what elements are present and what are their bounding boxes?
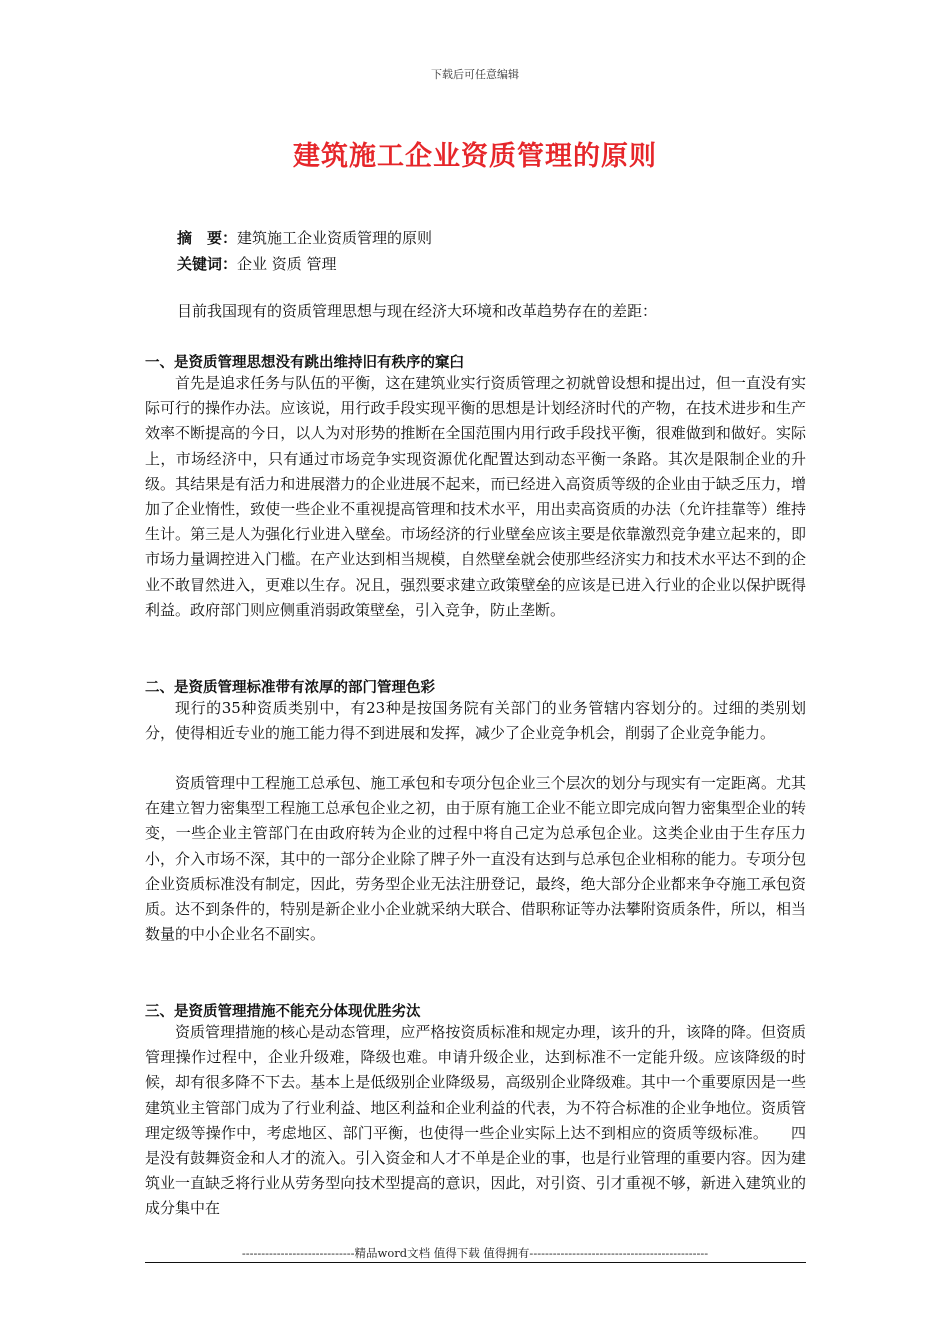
section-2-paragraph-1: 现行的35种资质类别中，有23种是按国务院有关部门的业务管辖内容划分的。过细的类别划分，使得相近专业的施工能力得不到进展和发挥，减少了企业竞争机会，削弱了企业竞争能力。 (145, 699, 806, 743)
keywords-line (177, 253, 337, 274)
header-note: 下载后可任意编辑 (431, 68, 519, 81)
keywords-label: 关键词： (177, 255, 238, 273)
intro-paragraph: 目前我国现有的资质管理思想与现在经济大环境和改革趋势存在的差距： (177, 302, 658, 320)
section-heading-1: 一、是资质管理思想没有跳出维持旧有秩序的窠臼 (145, 355, 464, 371)
abstract-line (177, 227, 432, 248)
abstract-label: 摘 要： (177, 229, 238, 247)
footer-divider (145, 1262, 806, 1263)
section-heading-3: 三、是资质管理措施不能充分体现优胜劣汰 (145, 1004, 421, 1020)
keywords-text: 企业 资质 管理 (237, 255, 337, 273)
document-title: 建筑施工企业资质管理的原则 (293, 141, 657, 172)
footer-note: -----------------------------精品word文档 值得下载 值得拥有---------------------------------------------- (241, 1246, 709, 1260)
section-1-paragraph-1: 首先是追求任务与队伍的平衡，这在建筑业实行资质管理之初就曾设想和提出过，但一直没有实际可行的操作办法。应该说，用行政手段实现平衡的思想是计划经济时代的产物，在技术进步和生产效率不断提高的今日，以人为对形势的推断在全国范围内用行政手段找平衡，很难做到和做好。实际上，市场经济中，只有通过市场竞争实现资源优化配置达到动态平衡一条路。其次是限制企业的升级。其结果是有活力和进展潜力的企业进展不起来，而已经进入高资质等级的企业由于缺乏压力，增加了企业惰性，致使一些企业不重视提高管理和技术水平，用出卖高资质的办法（允许挂靠等）维持生计。第三是人为强化行业进入壁垒。市场经济的行业壁垒应该主要是依靠激烈竞争建立起来的，即市场力量调控进入门槛。在产业达到相当规模，自然壁垒就会使那些经济实力和技术水平达不到的企业不敢冒然进入，更难以生存。况且，强烈要求建立政策壁垒的应该是已进入行业的企业以保护既得利益。政府部门则应侧重消弱政策壁垒，引入竞争，防止垄断。 (145, 374, 806, 619)
section-3-paragraph-1: 资质管理措施的核心是动态管理，应严格按资质标准和规定办理，该升的升，该降的降。但资质管理操作过程中，企业升级难，降级也难。申请升级企业，达到标准不一定能升级。应该降级的时候，却有很多降不下去。基本上是低级别企业降级易，高级别企业降级难。其中一个重要原因是一些建筑业主管部门成为了行业利益、地区利益和企业利益的代表，为不符合标准的企业争地位。资质管理定级等操作中，考虑地区、部门平衡，也使得一些企业实际上达不到相应的资质等级标准。 四是没有鼓舞资金和人才的流入。引入资金和人才不单是企业的事，也是行业管理的重要内容。因为建筑业一直缺乏将行业从劳务型向技术型提高的意识，因此，对引资、引才重视不够，新进入建筑业的成分集中在 (145, 1023, 806, 1218)
section-heading-2: 二、是资质管理标准带有浓厚的部门管理色彩 (145, 680, 435, 696)
abstract-text: 建筑施工企业资质管理的原则 (237, 229, 433, 247)
section-2-paragraph-2: 资质管理中工程施工总承包、施工承包和专项分包企业三个层次的划分与现实有一定距离。尤其在建立智力密集型工程施工总承包企业之初，由于原有施工企业不能立即完成向智力密集型企业的转变，一些企业主管部门在由政府转为企业的过程中将自己定为总承包企业。这类企业由于生存压力小，介入市场不深，其中的一部分企业除了牌子外一直没有达到与总承包企业相称的能力。专项分包企业资质标准没有制定，因此，劳务型企业无法注册登记，最终，绝大部分企业都来争夺施工承包资质。达不到条件的，特别是新企业小企业就采纳大联合、借职称证等办法攀附资质条件，所以，相当数量的中小企业名不副实。 (145, 774, 806, 944)
